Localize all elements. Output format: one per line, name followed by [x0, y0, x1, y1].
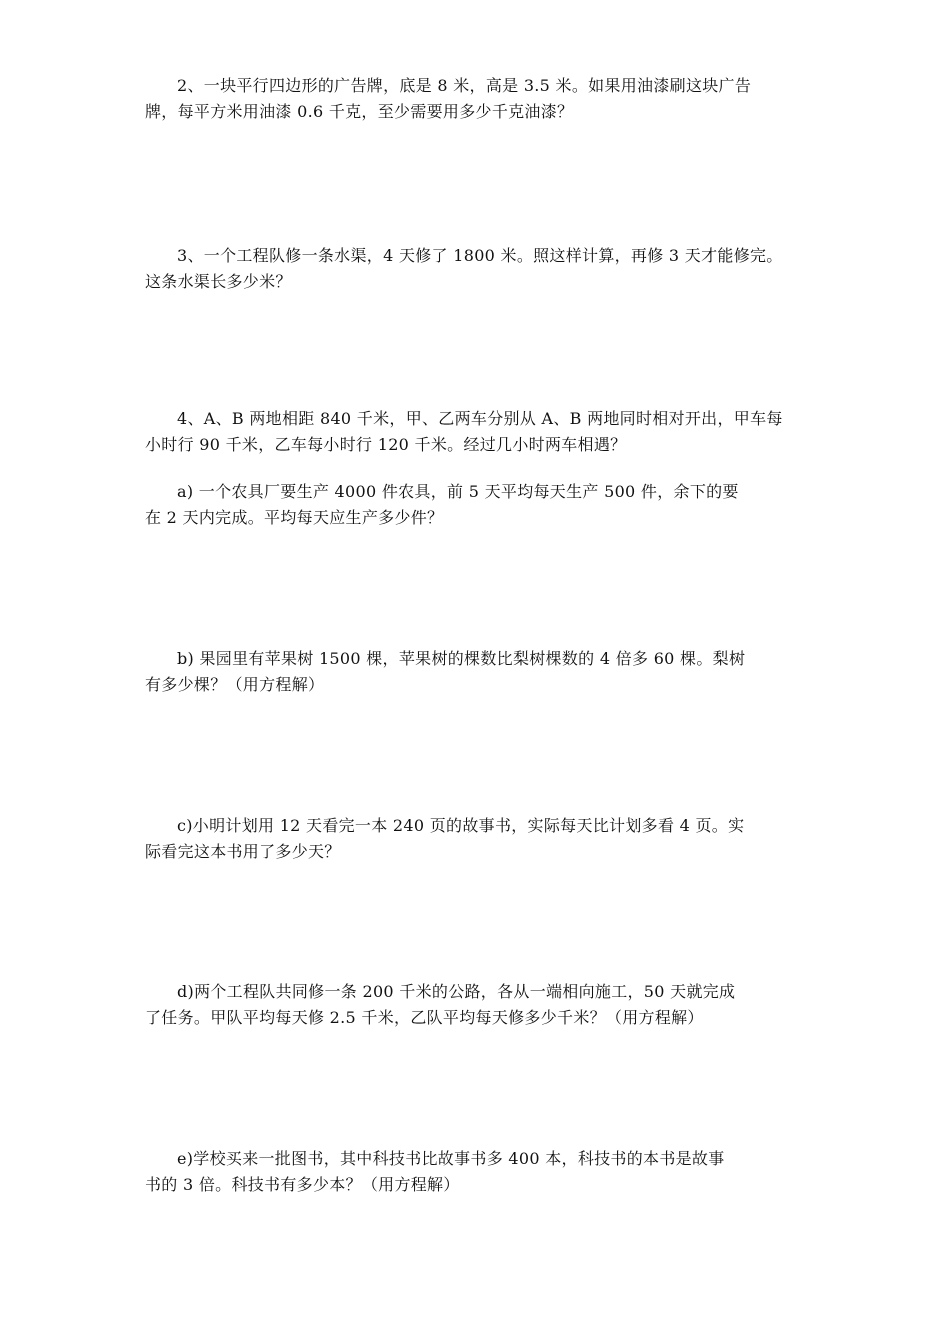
problem-a-line-1: a) 一个农具厂要生产 4000 件农具，前 5 天平均每天生产 500 件，余下的要 — [177, 482, 739, 501]
problem-c-line-1: c)小明计划用 12 天看完一本 240 页的故事书，实际每天比计划多看 4 页。实 — [177, 816, 745, 835]
problem-2-line-1: 2、一块平行四边形的广告牌，底是 8 米，高是 3.5 米。如果用油漆刷这块广告 — [177, 76, 752, 95]
problem-b — [145, 646, 810, 698]
problem-2 — [145, 73, 810, 125]
problem-b-line-2: 有多少棵？（用方程解） — [145, 675, 325, 694]
problem-4-line-2: 小时行 90 千米，乙车每小时行 120 千米。经过几小时两车相遇？ — [145, 435, 627, 454]
problem-e-line-1: e)学校买来一批图书，其中科技书比故事书多 400 本，科技书的本书是故事 — [177, 1149, 725, 1168]
problem-3 — [145, 243, 810, 295]
problem-a-line-2: 在 2 天内完成。平均每天应生产多少件？ — [145, 508, 444, 527]
problem-c-line-2: 际看完这本书用了多少天？ — [145, 842, 341, 861]
problem-a — [145, 479, 810, 531]
problem-d — [145, 979, 810, 1031]
problem-3-line-2: 这条水渠长多少米？ — [145, 272, 292, 291]
problem-b-line-1: b) 果园里有苹果树 1500 棵，苹果树的棵数比梨树棵数的 4 倍多 60 棵。梨树 — [177, 649, 746, 668]
problem-4-line-1: 4、A、B 两地相距 840 千米，甲、乙两车分别从 A、B 两地同时相对开出，甲车每 — [177, 409, 783, 428]
problem-2-line-2: 牌，每平方米用油漆 0.6 千克，至少需要用多少千克油漆？ — [145, 102, 574, 121]
problem-d-line-2: 了任务。甲队平均每天修 2.5 千米，乙队平均每天修多少千米？（用方程解） — [145, 1008, 704, 1027]
problem-e-line-2: 书的 3 倍。科技书有多少本？（用方程解） — [145, 1175, 460, 1194]
problem-3-line-1: 3、一个工程队修一条水渠，4 天修了 1800 米。照这样计算，再修 3 天才能修完。 — [177, 246, 783, 265]
problem-e — [145, 1146, 810, 1198]
problem-c — [145, 813, 810, 865]
problem-d-line-1: d)两个工程队共同修一条 200 千米的公路，各从一端相向施工，50 天就完成 — [177, 982, 736, 1001]
problem-4 — [145, 406, 810, 458]
